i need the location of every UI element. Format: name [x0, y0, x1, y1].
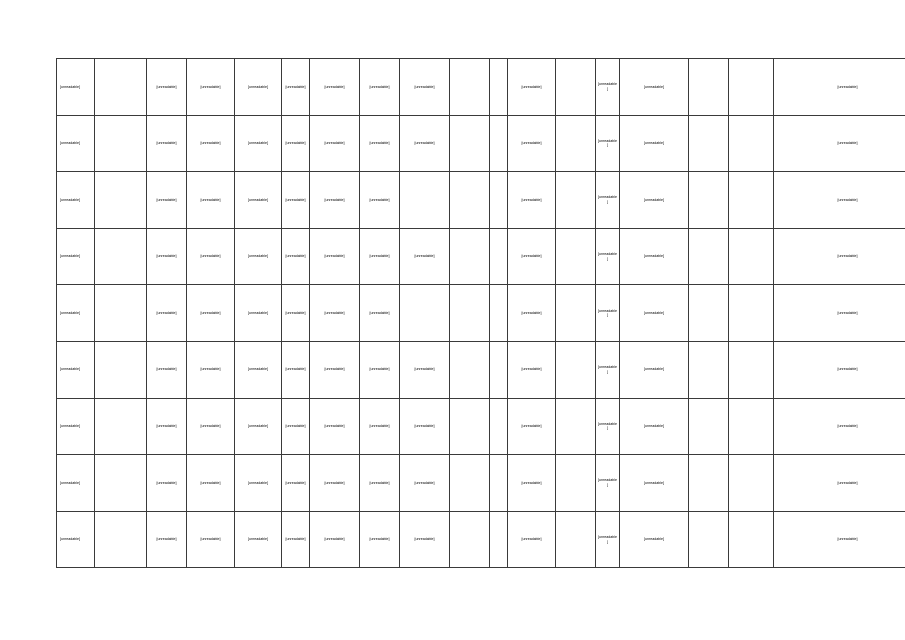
table-cell: [unreadable]: [235, 398, 282, 455]
table-cell: [unreadable]: [508, 59, 556, 116]
table-cell: [unreadable]: [235, 341, 282, 398]
table-cell: [450, 228, 490, 285]
table-cell: [unreadable]: [57, 115, 95, 172]
table-cell: [450, 341, 490, 398]
table-cell: [unreadable]: [508, 172, 556, 229]
table-cell: [450, 398, 490, 455]
table-cell: [450, 285, 490, 342]
table-cell: [450, 172, 490, 229]
table-cell: [689, 59, 729, 116]
table-cell: [unreadable]: [508, 398, 556, 455]
table-cell: [unreadable]: [620, 115, 689, 172]
table-cell: [556, 115, 596, 172]
table-cell: [95, 172, 147, 229]
table-cell: [unreadable]: [596, 398, 620, 455]
table-cell: [729, 341, 774, 398]
table-cell: [unreadable]: [774, 172, 905, 229]
table-cell: [unreadable]: [282, 285, 310, 342]
table-cell: [unreadable]: [508, 228, 556, 285]
table-cell: [unreadable]: [596, 285, 620, 342]
table-cell: [556, 228, 596, 285]
table-cell: [400, 172, 450, 229]
table-cell: [unreadable]: [360, 228, 400, 285]
table-cell: [450, 59, 490, 116]
table-cell: [unreadable]: [400, 115, 450, 172]
table-cell: [95, 115, 147, 172]
table-cell: [unreadable]: [400, 59, 450, 116]
table-cell: [unreadable]: [147, 172, 187, 229]
table-cell: [unreadable]: [187, 59, 235, 116]
table-cell: [556, 341, 596, 398]
table-cell: [unreadable]: [57, 455, 95, 512]
table-cell: [unreadable]: [57, 172, 95, 229]
table-cell: [729, 511, 774, 568]
table-cell: [689, 285, 729, 342]
table-cell: [unreadable]: [235, 172, 282, 229]
table-cell: [unreadable]: [310, 115, 360, 172]
table-cell: [unreadable]: [400, 455, 450, 512]
table-cell: [unreadable]: [508, 511, 556, 568]
table-cell: [95, 511, 147, 568]
table-cell: [unreadable]: [310, 172, 360, 229]
table-cell: [unreadable]: [57, 341, 95, 398]
table-cell: [unreadable]: [620, 59, 689, 116]
table-cell: [unreadable]: [187, 398, 235, 455]
table-cell: [unreadable]: [282, 228, 310, 285]
table-cell: [556, 172, 596, 229]
table-cell: [unreadable]: [620, 398, 689, 455]
table-cell: [unreadable]: [147, 511, 187, 568]
table-cell: [unreadable]: [400, 511, 450, 568]
table-cell: [689, 341, 729, 398]
table-cell: [unreadable]: [147, 228, 187, 285]
table-cell: [490, 455, 508, 512]
table-cell: [unreadable]: [235, 115, 282, 172]
table-cell: [95, 341, 147, 398]
table-cell: [unreadable]: [310, 341, 360, 398]
table-cell: [unreadable]: [282, 511, 310, 568]
table-cell: [unreadable]: [508, 341, 556, 398]
table-cell: [unreadable]: [774, 455, 905, 512]
table-cell: [unreadable]: [774, 285, 905, 342]
table-cell: [unreadable]: [235, 511, 282, 568]
table-cell: [unreadable]: [147, 285, 187, 342]
table-cell: [unreadable]: [360, 172, 400, 229]
table-cell: [unreadable]: [235, 59, 282, 116]
table-cell: [unreadable]: [282, 115, 310, 172]
table-row: [57, 511, 905, 568]
table-cell: [unreadable]: [147, 341, 187, 398]
table-cell: [unreadable]: [360, 455, 400, 512]
registry-table: [56, 58, 905, 568]
table-row: [57, 59, 905, 116]
table-cell: [unreadable]: [400, 398, 450, 455]
table-row: [57, 228, 905, 285]
table-cell: [95, 398, 147, 455]
table-cell: [unreadable]: [282, 59, 310, 116]
table-cell: [490, 511, 508, 568]
table-cell: [450, 511, 490, 568]
table-cell: [unreadable]: [774, 398, 905, 455]
table-cell: [unreadable]: [187, 341, 235, 398]
table-body: [57, 59, 905, 568]
table-cell: [unreadable]: [310, 455, 360, 512]
table-cell: [unreadable]: [187, 285, 235, 342]
table-cell: [unreadable]: [57, 285, 95, 342]
table-cell: [unreadable]: [360, 59, 400, 116]
table-cell: [unreadable]: [282, 341, 310, 398]
table-cell: [unreadable]: [282, 455, 310, 512]
table-cell: [unreadable]: [620, 511, 689, 568]
table-cell: [unreadable]: [360, 341, 400, 398]
table-cell: [unreadable]: [147, 115, 187, 172]
table-cell: [490, 228, 508, 285]
table-cell: [unreadable]: [57, 59, 95, 116]
table-cell: [unreadable]: [360, 115, 400, 172]
table-cell: [unreadable]: [310, 59, 360, 116]
table-cell: [unreadable]: [187, 455, 235, 512]
table-cell: [unreadable]: [508, 285, 556, 342]
table-cell: [729, 59, 774, 116]
table-cell: [689, 172, 729, 229]
table-cell: [490, 341, 508, 398]
table-cell: [unreadable]: [187, 511, 235, 568]
table-cell: [unreadable]: [774, 115, 905, 172]
table-cell: [unreadable]: [235, 228, 282, 285]
table-cell: [556, 59, 596, 116]
table-cell: [unreadable]: [282, 172, 310, 229]
table-cell: [unreadable]: [508, 455, 556, 512]
table-cell: [729, 172, 774, 229]
table-cell: [unreadable]: [187, 228, 235, 285]
table-cell: [689, 398, 729, 455]
table-cell: [556, 398, 596, 455]
table-cell: [unreadable]: [620, 228, 689, 285]
table-cell: [729, 115, 774, 172]
table-cell: [450, 115, 490, 172]
table-cell: [556, 285, 596, 342]
table-cell: [unreadable]: [620, 172, 689, 229]
table-cell: [unreadable]: [57, 398, 95, 455]
table-cell: [95, 228, 147, 285]
table-cell: [689, 455, 729, 512]
table-row: [57, 341, 905, 398]
table-cell: [unreadable]: [620, 455, 689, 512]
table-cell: [unreadable]: [310, 511, 360, 568]
table-cell: [450, 455, 490, 512]
table-cell: [unreadable]: [57, 511, 95, 568]
table-cell: [unreadable]: [282, 398, 310, 455]
table-cell: [729, 398, 774, 455]
table-cell: [unreadable]: [147, 398, 187, 455]
table-cell: [unreadable]: [774, 228, 905, 285]
table-cell: [unreadable]: [596, 341, 620, 398]
table-cell: [490, 172, 508, 229]
table-cell: [729, 285, 774, 342]
table-cell: [unreadable]: [235, 285, 282, 342]
table-cell: [unreadable]: [774, 341, 905, 398]
table-cell: [unreadable]: [310, 398, 360, 455]
table-cell: [490, 115, 508, 172]
table-row: [57, 398, 905, 455]
table-cell: [unreadable]: [147, 455, 187, 512]
table-cell: [unreadable]: [57, 228, 95, 285]
table-cell: [556, 511, 596, 568]
table-row: [57, 285, 905, 342]
table-row: [57, 172, 905, 229]
table-cell: [unreadable]: [360, 398, 400, 455]
table-cell: [729, 455, 774, 512]
table-cell: [unreadable]: [187, 172, 235, 229]
table-cell: [unreadable]: [147, 59, 187, 116]
table-cell: [unreadable]: [235, 455, 282, 512]
table-cell: [unreadable]: [596, 172, 620, 229]
table-cell: [unreadable]: [774, 511, 905, 568]
table-cell: [unreadable]: [596, 228, 620, 285]
table-cell: [unreadable]: [620, 341, 689, 398]
table-row: [57, 115, 905, 172]
table-cell: [unreadable]: [310, 285, 360, 342]
table-cell: [490, 398, 508, 455]
table-cell: [unreadable]: [187, 115, 235, 172]
table-cell: [556, 455, 596, 512]
table-cell: [unreadable]: [620, 285, 689, 342]
table-cell: [unreadable]: [596, 455, 620, 512]
table-cell: [unreadable]: [508, 115, 556, 172]
table-cell: [unreadable]: [360, 285, 400, 342]
table-cell: [729, 228, 774, 285]
table-cell: [unreadable]: [596, 59, 620, 116]
table-cell: [689, 228, 729, 285]
table-cell: [95, 455, 147, 512]
table-cell: [490, 59, 508, 116]
table-row: [57, 455, 905, 512]
table-cell: [95, 59, 147, 116]
table-cell: [unreadable]: [596, 115, 620, 172]
table-cell: [400, 285, 450, 342]
table-cell: [689, 115, 729, 172]
table-cell: [689, 511, 729, 568]
table-cell: [95, 285, 147, 342]
table-cell: [unreadable]: [774, 59, 905, 116]
table-cell: [490, 285, 508, 342]
table-cell: [unreadable]: [596, 511, 620, 568]
table-cell: [unreadable]: [310, 228, 360, 285]
table-cell: [unreadable]: [400, 341, 450, 398]
table-cell: [unreadable]: [360, 511, 400, 568]
table-cell: [unreadable]: [400, 228, 450, 285]
